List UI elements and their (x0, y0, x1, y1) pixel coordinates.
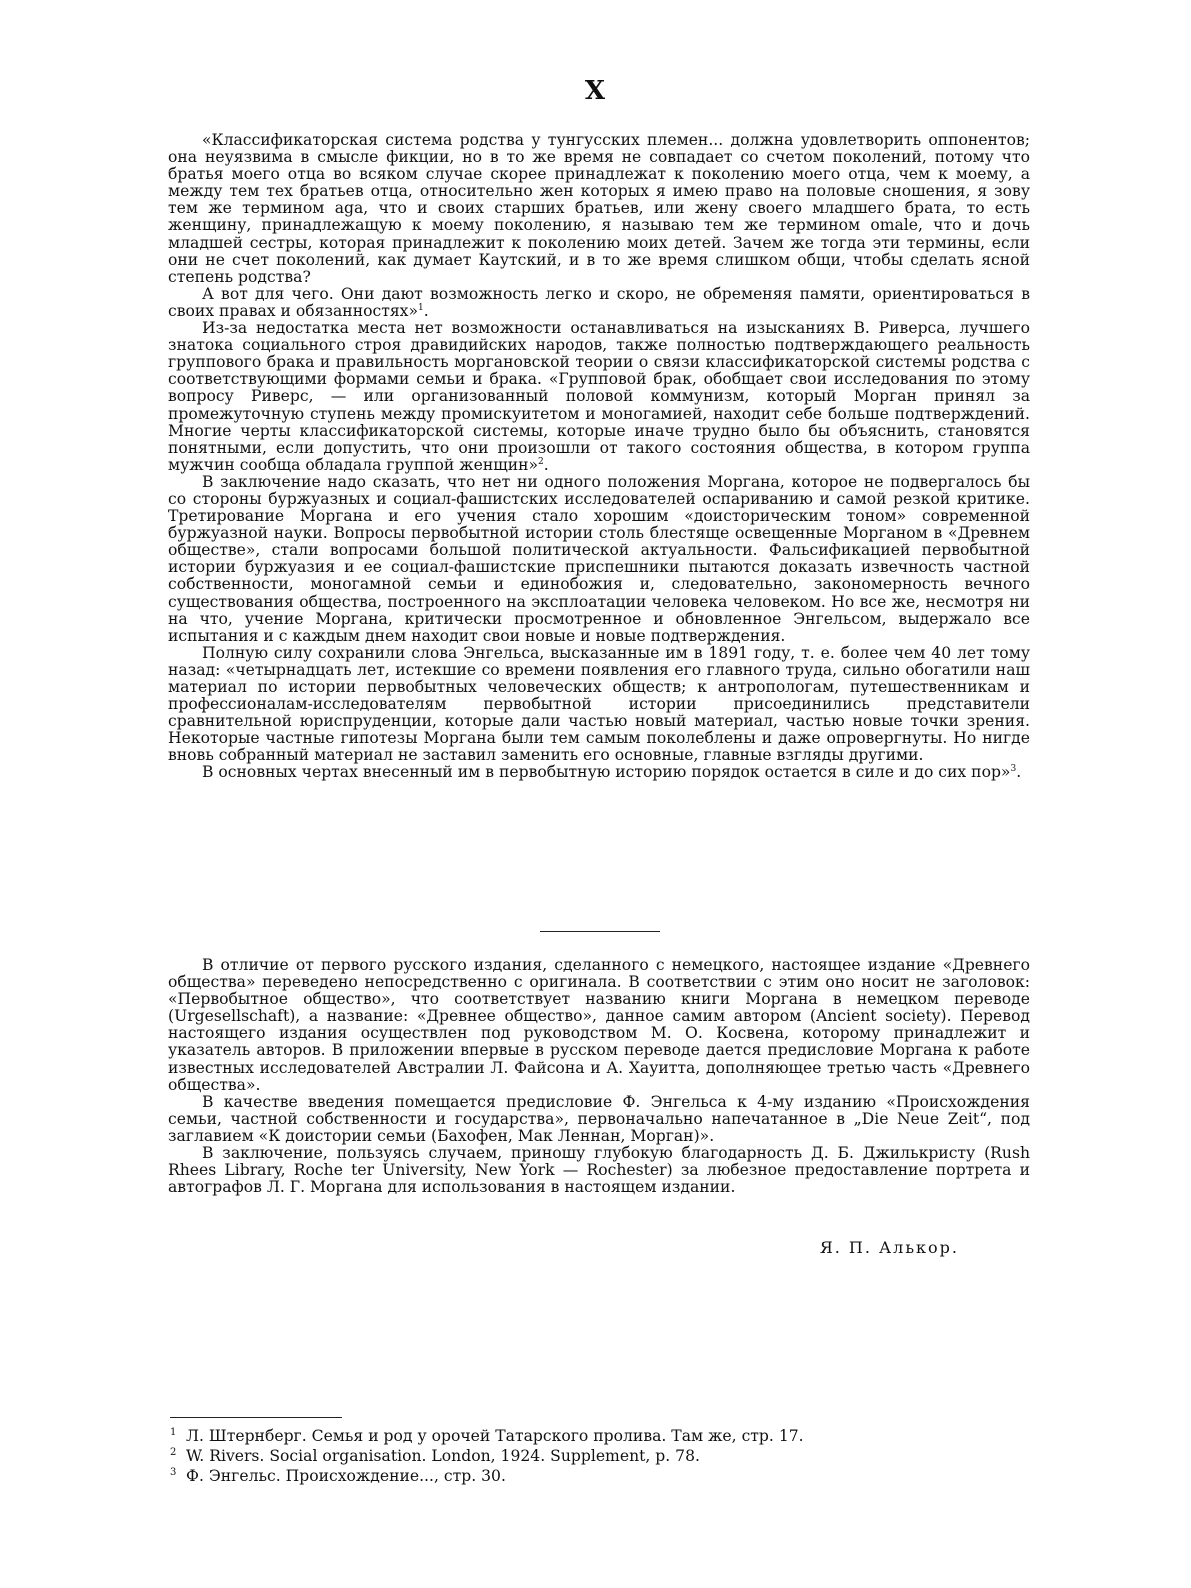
editor-signature: Я. П. Алькор. (819, 1238, 959, 1257)
page-number: X (584, 76, 607, 106)
paragraph: В качестве введения помещается предисловие Ф. Энгельса к 4-му изданию «Происхождения семьи, частной собственности и государства», первоначально напечатанное в „Die Neue Zeit“, под заглавием «К доистории семьи (Бахофен, Мак Леннан, Морган)». (168, 1092, 1030, 1145)
paragraph-text: Из-за недостатка места нет возможности останавливаться на изысканиях В. Риверса, лучшего знатока социального строя дравидийских народов, также полностью подтверждающего реальность группового брака и правильность моргановской теории о связи классификаторской системы родства с соответствующими формами семьи и брака. «Групповой брак, обобщает свои исследования по этому вопросу Риверс, — или организованный половой коммунизм, который Морган принял за промежуточную ступень между промискуитетом и моногамией, находит себе больше подтверждений. Многие черты классификаторской системы, которые иначе трудно было бы объяснить, становятся понятными, если допустить, что они произошли от такого состояния общества, в котором группа мужчин сообща обладала группой женщин» (168, 319, 1030, 474)
paragraph: Из-за недостатка места нет возможности останавливаться на изысканиях В. Риверса, лучшего знатока социального строя дравидийских народов, также полностью подтверждающего реальность группового брака и правильность моргановской теории о связи классификаторской системы родства с соответствующими формами семьи и брака. «Групповой брак, обобщает свои исследования по этому вопросу Риверс, — или организованный половой коммунизм, который Морган принял за промежуточную ступень между промискуитетом и моногамией, находит себе больше подтверждений. Многие черты классификаторской системы, которые иначе трудно было бы объяснить, становятся понятными, если допустить, что они произошли от такого состояния общества, в котором группа мужчин сообща обладала группой женщин»$^2$. (168, 319, 1030, 474)
footnote-text: Л. Штернберг. Семья и род у орочей Татарского пролива. Там же, стр. 17. (186, 1427, 804, 1445)
footnote-divider (170, 1417, 342, 1418)
paragraph (168, 474, 1030, 645)
footnote-ref: 1 (418, 302, 424, 313)
paragraph-text: «Классификаторская система родства у тунгусских племен... должна удовлетворить оппонентов; она неуязвима в смысле фикции, но в то же время не совпадает со счетом поколений, потому что братья моего отца во всяком случае скорее принадлежат к поколению моего отца, чем к моему, а между тем тех братьев отца, относительно жен которых я имею право на половые сношения, я зову тем же термином aga, что и своих старших братьев, или жену своего младшего брата, то есть женщину, принадлежащую к моему поколению, я называю тем же термином omale, что и дочь младшей сестры, которая принадлежит к поколению моих детей. Зачем же тогда эти термины, если они не счет поколений, как думает Каутский, и в то же время слишком общи, чтобы сделать ясной степень родства? (168, 131, 1030, 286)
footnote-ref: 2 (538, 456, 544, 467)
paragraph: В отличие от первого русского издания, сделанного с немецкого, настоящее издание «Древнего общества» переведено непосредственно с оригинала. В соответствии с этим оно носит не заголовок: «Первобытное общество», что соответствует названию книги Моргана в немецком переводе (Urgesellschaft), а название: «Древнее общество», данное самим автором (Ancient society). Перевод настоящего издания осуществлен под руководством М. О. Косвена, которому принадлежит и указатель авторов. В приложении впервые в русском переводе дается предисловие Моргана к работе известных исследователей Австралии Л. Файсона и А. Хауитта, дополняющее третью часть «Древнего общества». (168, 956, 1030, 1094)
paragraph-text: В заключение надо сказать, что нет ни одного положения Моргана, которое не подвергалось бы со стороны буржуазных и социал-фашистских исследователей оспариванию и самой резкой критике. Третирование Моргана и его учения стало хорошим «доисторическим тоном» современной буржуазной науки. Вопросы первобытной истории столь блестяще освещенные Морганом в «Древнем обществе», стали вопросами большой политической актуальности. Фальсификацией первобытной истории буржуазия и ее социал-фашистские приспешники пытаются доказать извечность частной собственности, моногамной семьи и единобожия и, следовательно, закономерность вечного существования общества, построенного на эксплоатации человека человеком. Но все же, несмотря ни на что, учение Моргана, критически просмотренное и обновленное Энгельсом, выдержало все испытания и с каждым днем находит свои новые и новые подтверждения. (168, 472, 1030, 645)
paragraph (168, 132, 1030, 286)
paragraph: А вот для чего. Они дают возможность легко и скоро, не обременяя памяти, ориентироваться в своих правах и обязанностях»$^1$. (168, 284, 1030, 320)
section-divider (540, 931, 660, 932)
editorial-note (168, 957, 1030, 1196)
paragraph: В заключение, пользуясь случаем, приношу глубокую благодарность Д. Б. Джилькристу (Rush Rhees Library, Roche ter University, New York — Rochester) за любезное предоставление портрета и автографов Л. Г. Моргана для использования в настоящем издании. (168, 1144, 1030, 1197)
paragraph-text: А вот для чего. Они дают возможность легко и скоро, не обременяя памяти, ориентироваться в своих правах и обязанностях» (168, 284, 1030, 320)
footnote: 1 Л. Штернберг. Семья и род у орочей Татарского пролива. Там же, стр. 17. (170, 1426, 804, 1445)
paragraph: В основных чертах внесенный им в первобытную историю порядок остается в силе и до сих пор»$^3$. (202, 763, 1022, 782)
paragraph (168, 645, 1030, 765)
footnote: 2 W. Rivers. Social organisation. London, 1924. Supplement, p. 78. (170, 1446, 700, 1465)
paragraph-text: В основных чертах внесенный им в первобытную историю порядок остается в силе и до сих пор» (202, 763, 1011, 782)
paragraph-text: Полную силу сохранили слова Энгельса, высказанные им в 1891 году, т. е. более чем 40 лет тому назад: «четырнадцать лет, истекшие со времени появления его главного труда, сильно обогатили наш материал по истории первобытных человеческих обществ; к антропологам, путешественникам и профессионалам-исследователям первобытной истории присоединились представители сравнительной юриспруденции, которые дали частью новый материал, частью новые точки зрения. Некоторые частные гипотезы Моргана были тем самым поколеблены и даже опровергнуты. Но нигде вновь собранный материал не заставил заменить его основные, главные взгляды другими. (168, 643, 1030, 765)
footnote-ref: 3 (1010, 764, 1017, 775)
footnotes (170, 1426, 1030, 1486)
main-text (168, 132, 1030, 782)
footnote-text: W. Rivers. Social organisation. London, 1924. Supplement, p. 78. (186, 1447, 700, 1465)
footnote: 3 Ф. Энгельс. Происхождение..., стр. 30. (170, 1466, 506, 1485)
footnote-text: Ф. Энгельс. Происхождение..., стр. 30. (186, 1467, 506, 1485)
